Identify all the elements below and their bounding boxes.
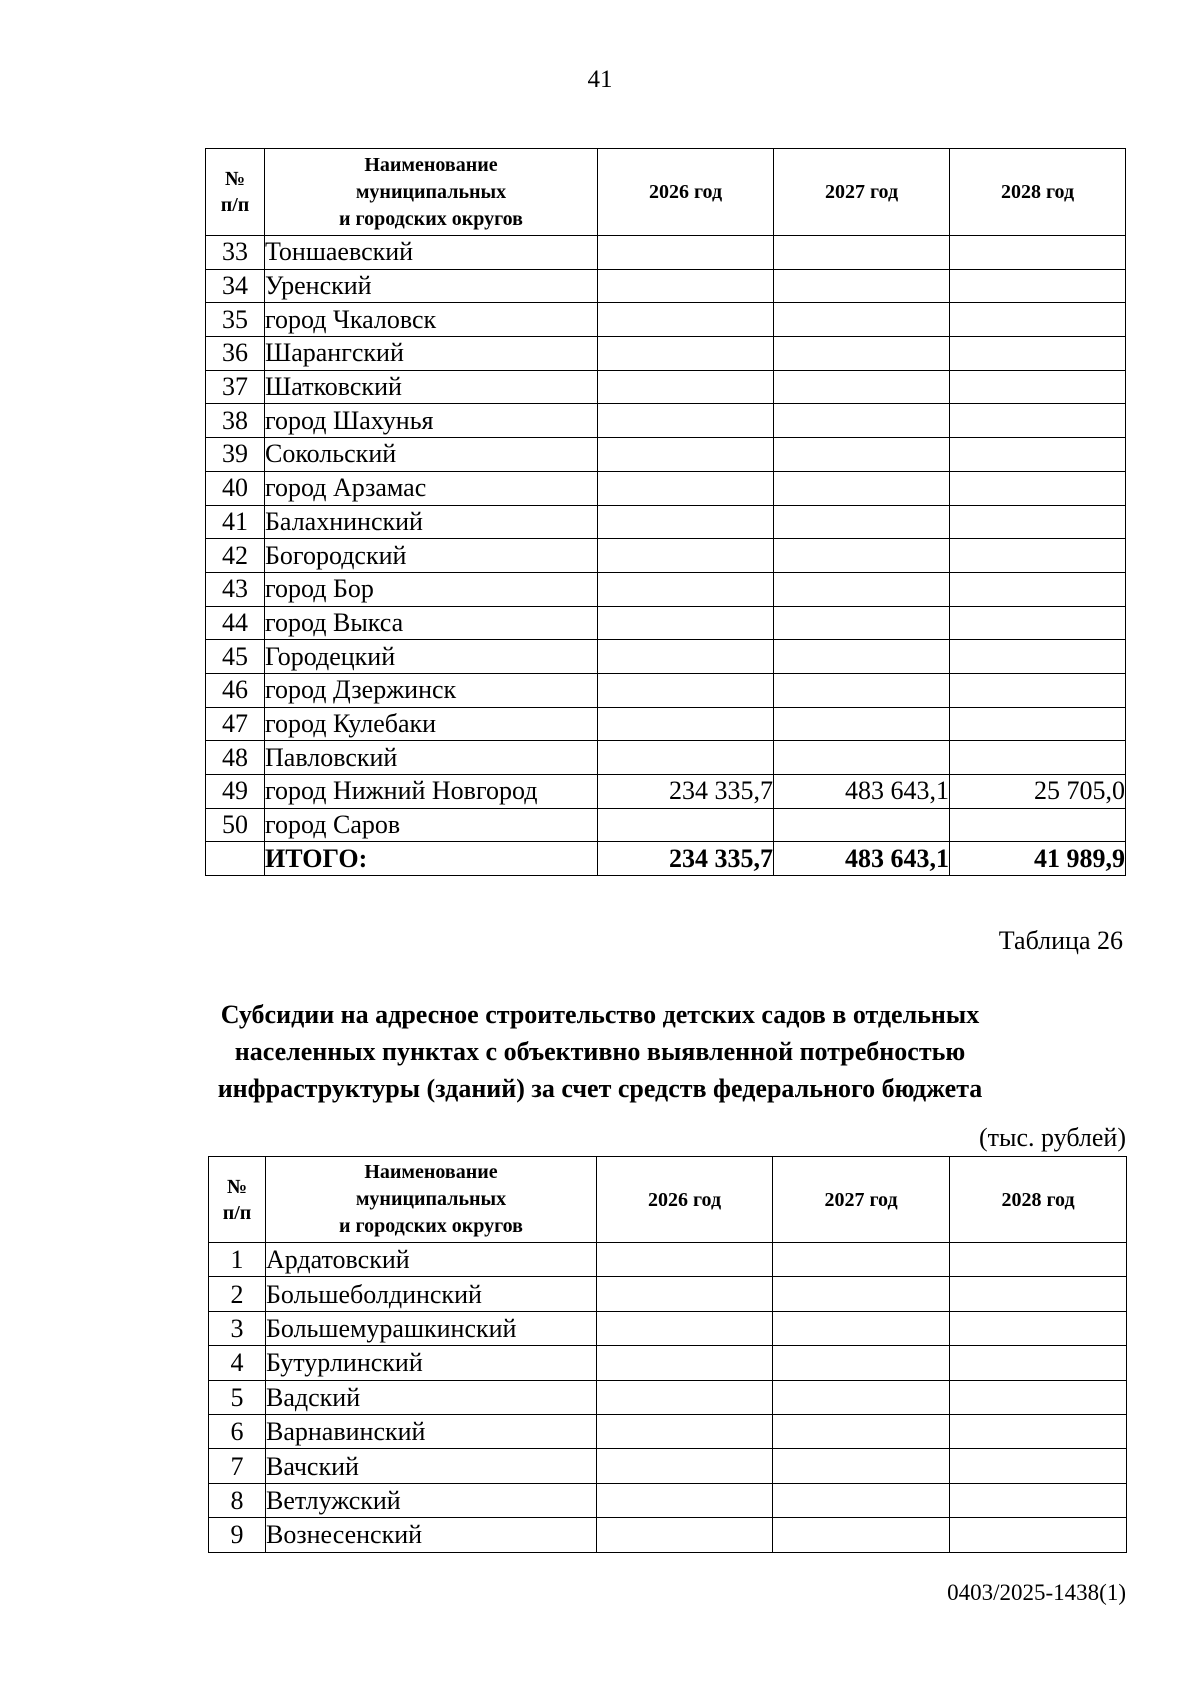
row-value-2026	[597, 1414, 773, 1448]
row-municipality: город Шахунья	[265, 404, 598, 438]
row-value-2026	[598, 236, 774, 270]
row-municipality: Ветлужский	[266, 1483, 597, 1517]
row-value-2026	[598, 707, 774, 741]
row-number: 3	[209, 1311, 266, 1345]
row-value-2026	[598, 640, 774, 674]
table-allocation-continued	[205, 148, 1126, 876]
row-value-2027	[774, 808, 950, 842]
title-line: населенных пунктах с объективно выявленной потребностью	[234, 1037, 966, 1066]
table-row	[206, 775, 1126, 809]
row-number: 38	[206, 404, 265, 438]
row-value-2027	[774, 640, 950, 674]
table-row	[209, 1518, 1127, 1552]
table-row	[206, 404, 1126, 438]
row-value-2027	[774, 707, 950, 741]
document-code: 0403/2025-1438(1)	[947, 1580, 1126, 1605]
row-value-2028	[950, 370, 1126, 404]
table-row	[209, 1380, 1127, 1414]
table-row	[206, 337, 1126, 371]
row-value-2026	[597, 1243, 773, 1277]
row-value-2026	[598, 505, 774, 539]
row-number: 37	[206, 370, 265, 404]
row-value-2028	[950, 236, 1126, 270]
row-value-2027	[774, 438, 950, 472]
header-2027: 2027 год	[773, 1157, 950, 1243]
row-value-2028	[950, 1277, 1127, 1311]
row-municipality: Городецкий	[265, 640, 598, 674]
row-number: 4	[209, 1346, 266, 1380]
row-number: 45	[206, 640, 265, 674]
row-municipality: город Нижний Новгород	[265, 775, 598, 809]
row-value-2026	[598, 303, 774, 337]
row-number: 34	[206, 269, 265, 303]
header-2026: 2026 год	[598, 149, 774, 236]
table-row	[206, 303, 1126, 337]
header-2027: 2027 год	[774, 149, 950, 236]
row-value-2027	[773, 1380, 950, 1414]
row-value-2027	[774, 572, 950, 606]
row-number: 2	[209, 1277, 266, 1311]
row-value-2027	[774, 337, 950, 371]
row-value-2026	[598, 269, 774, 303]
row-value-2026	[597, 1518, 773, 1552]
row-number: 42	[206, 539, 265, 573]
table-row	[206, 438, 1126, 472]
row-value-2028	[950, 1518, 1127, 1552]
row-municipality: ИТОГО:	[265, 842, 598, 876]
table-row	[209, 1483, 1127, 1517]
row-value-2027	[773, 1449, 950, 1483]
row-value-2027: 483 643,1	[774, 775, 950, 809]
row-municipality: город Чкаловск	[265, 303, 598, 337]
row-value-2026	[598, 808, 774, 842]
row-value-2026	[597, 1449, 773, 1483]
row-value-2028	[950, 438, 1126, 472]
table-row	[209, 1277, 1127, 1311]
row-number: 7	[209, 1449, 266, 1483]
row-value-2027	[773, 1346, 950, 1380]
total-row	[206, 842, 1126, 876]
row-value-2028	[950, 1483, 1127, 1517]
row-value-2027	[774, 269, 950, 303]
row-municipality: Большемурашкинский	[266, 1311, 597, 1345]
table-row	[206, 236, 1126, 270]
header-2026: 2026 год	[597, 1157, 773, 1243]
row-value-2027	[774, 370, 950, 404]
row-value-2026	[598, 471, 774, 505]
table-row	[206, 539, 1126, 573]
row-municipality: Бутурлинский	[266, 1346, 597, 1380]
row-municipality: Павловский	[265, 741, 598, 775]
header-2028: 2028 год	[950, 149, 1126, 236]
row-number: 39	[206, 438, 265, 472]
table-row	[206, 707, 1126, 741]
row-value-2026	[598, 606, 774, 640]
row-municipality: Балахнинский	[265, 505, 598, 539]
row-value-2028	[950, 1346, 1127, 1380]
row-value-2028	[950, 572, 1126, 606]
row-value-2027	[774, 303, 950, 337]
row-municipality: Ардатовский	[266, 1243, 597, 1277]
row-value-2028	[950, 741, 1126, 775]
table-row	[209, 1243, 1127, 1277]
row-value-2026	[597, 1380, 773, 1414]
row-value-2026	[598, 404, 774, 438]
table-row	[206, 808, 1126, 842]
row-value-2028	[950, 471, 1126, 505]
row-value-2027	[773, 1311, 950, 1345]
row-value-2027	[774, 606, 950, 640]
header-num: № п/п	[206, 149, 265, 236]
row-municipality: город Саров	[265, 808, 598, 842]
table-row	[209, 1346, 1127, 1380]
row-value-2027	[774, 404, 950, 438]
row-value-2028	[950, 303, 1126, 337]
row-number: 50	[206, 808, 265, 842]
title-line: Субсидии на адресное строительство детских садов в отдельных	[220, 1000, 980, 1029]
row-value-2027	[773, 1414, 950, 1448]
row-value-2026	[598, 741, 774, 775]
row-value-2026	[597, 1311, 773, 1345]
row-value-2028	[950, 1243, 1127, 1277]
row-municipality: Уренский	[265, 269, 598, 303]
row-value-2026	[598, 370, 774, 404]
row-number: 48	[206, 741, 265, 775]
row-value-2028	[950, 1311, 1127, 1345]
row-value-2027	[774, 539, 950, 573]
row-municipality: Вознесенский	[266, 1518, 597, 1552]
row-municipality: город Арзамас	[265, 471, 598, 505]
header-2028: 2028 год	[950, 1157, 1127, 1243]
row-value-2028	[950, 337, 1126, 371]
row-municipality: город Бор	[265, 572, 598, 606]
row-number: 35	[206, 303, 265, 337]
row-municipality: Тоншаевский	[265, 236, 598, 270]
row-value-2028	[950, 404, 1126, 438]
units-note: (тыс. рублей)	[978, 1123, 1126, 1152]
row-value-2028	[950, 640, 1126, 674]
table-row	[206, 269, 1126, 303]
row-number: 46	[206, 673, 265, 707]
table-row	[206, 606, 1126, 640]
table-row	[206, 505, 1126, 539]
row-number: 8	[209, 1483, 266, 1517]
row-value-2028	[950, 673, 1126, 707]
row-value-2026	[597, 1277, 773, 1311]
row-value-2027	[774, 505, 950, 539]
table-row	[206, 673, 1126, 707]
row-municipality: Варнавинский	[266, 1414, 597, 1448]
page-number: 41	[587, 66, 613, 93]
row-value-2026: 234 335,7	[598, 842, 774, 876]
row-number	[206, 842, 265, 876]
table-row	[206, 640, 1126, 674]
row-value-2027	[773, 1518, 950, 1552]
row-value-2027: 483 643,1	[774, 842, 950, 876]
header-num: № п/п	[209, 1157, 266, 1243]
row-value-2028	[950, 707, 1126, 741]
header-municipality: Наименование муниципальных и городских округов	[265, 149, 598, 236]
table-row	[206, 370, 1126, 404]
row-municipality: Вачский	[266, 1449, 597, 1483]
row-number: 49	[206, 775, 265, 809]
row-value-2028	[950, 1414, 1127, 1448]
table-row	[206, 572, 1126, 606]
row-value-2026	[598, 438, 774, 472]
row-value-2026	[597, 1346, 773, 1380]
row-municipality: Шарангский	[265, 337, 598, 371]
table-kindergarten-subsidies	[208, 1156, 1127, 1553]
row-number: 47	[206, 707, 265, 741]
row-municipality: Шатковский	[265, 370, 598, 404]
row-value-2027	[774, 236, 950, 270]
row-value-2028	[950, 269, 1126, 303]
row-number: 1	[209, 1243, 266, 1277]
table-row	[209, 1414, 1127, 1448]
table-row	[206, 741, 1126, 775]
row-value-2028	[950, 505, 1126, 539]
row-value-2026	[597, 1483, 773, 1517]
row-value-2027	[773, 1243, 950, 1277]
row-number: 5	[209, 1380, 266, 1414]
row-municipality: Большеболдинский	[266, 1277, 597, 1311]
header-municipality: Наименование муниципальных и городских округов	[266, 1157, 597, 1243]
row-municipality: город Кулебаки	[265, 707, 598, 741]
row-value-2026	[598, 539, 774, 573]
row-number: 41	[206, 505, 265, 539]
row-value-2028	[950, 808, 1126, 842]
row-number: 9	[209, 1518, 266, 1552]
table-label: Таблица 26	[998, 926, 1123, 955]
row-value-2027	[773, 1277, 950, 1311]
row-value-2027	[774, 741, 950, 775]
row-value-2026	[598, 337, 774, 371]
row-value-2027	[773, 1483, 950, 1517]
row-value-2027	[774, 673, 950, 707]
row-municipality: Богородский	[265, 539, 598, 573]
row-number: 40	[206, 471, 265, 505]
row-value-2028	[950, 606, 1126, 640]
row-value-2028: 41 989,9	[950, 842, 1126, 876]
table-row	[209, 1449, 1127, 1483]
row-number: 36	[206, 337, 265, 371]
title-line: инфраструктуры (зданий) за счет средств федерального бюджета	[217, 1074, 983, 1103]
row-number: 6	[209, 1414, 266, 1448]
row-value-2026: 234 335,7	[598, 775, 774, 809]
row-number: 33	[206, 236, 265, 270]
row-municipality: Вадский	[266, 1380, 597, 1414]
row-municipality: город Выкса	[265, 606, 598, 640]
row-value-2026	[598, 673, 774, 707]
row-value-2028	[950, 1380, 1127, 1414]
row-value-2026	[598, 572, 774, 606]
row-value-2027	[774, 471, 950, 505]
row-value-2028	[950, 539, 1126, 573]
table-row	[209, 1311, 1127, 1345]
row-municipality: Сокольский	[265, 438, 598, 472]
row-number: 44	[206, 606, 265, 640]
row-value-2028	[950, 1449, 1127, 1483]
row-number: 43	[206, 572, 265, 606]
row-value-2028: 25 705,0	[950, 775, 1126, 809]
row-municipality: город Дзержинск	[265, 673, 598, 707]
table-row	[206, 471, 1126, 505]
section-title	[0, 996, 1200, 1107]
